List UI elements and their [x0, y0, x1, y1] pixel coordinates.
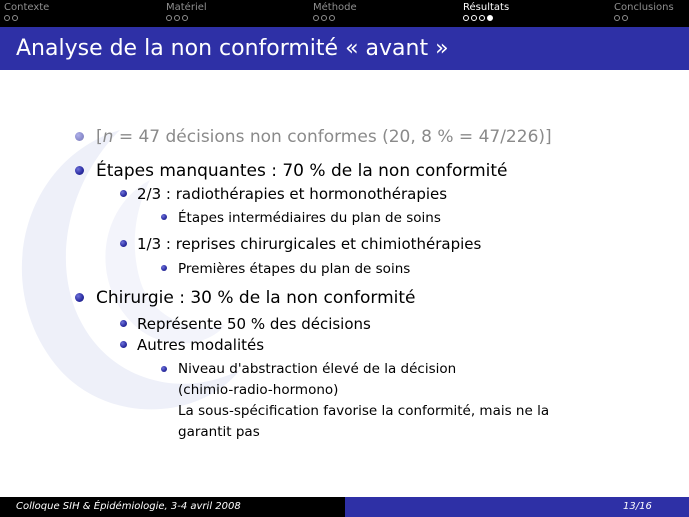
nav-section-label: Résultats: [463, 2, 510, 13]
list-item-missing-steps: Étapes manquantes : 70 % de la non conformité: [96, 161, 508, 181]
bullet-icon: [120, 320, 127, 327]
bullet-icon: [161, 366, 167, 372]
sample-text: = 47 décisions non conformes (20, 8 % = 47/226)]: [113, 127, 552, 147]
list-item-surgery: Chirurgie : 30 % de la non conformité: [96, 288, 416, 308]
nav-section-label: Méthode: [313, 2, 357, 13]
n-variable: n: [102, 127, 114, 147]
subsublist-item-intermediate: Étapes intermédiaires du plan de soins: [178, 210, 441, 226]
sublist-item-surgery-chemo: 1/3 : reprises chirurgicales et chimiothérapies: [137, 235, 482, 253]
subsublist-line-guarantee: garantit pas: [178, 424, 260, 440]
subsublist-line-subspecification: La sous-spécification favorise la conformité, mais ne la: [178, 403, 550, 419]
bullet-icon: [75, 293, 84, 302]
bullet-icon: [120, 341, 127, 348]
footer-right: [345, 497, 689, 517]
sublist-item-radio-hormono: 2/3 : radiothérapies et hormonothérapies: [137, 185, 448, 203]
sublist-item-other-modalities: Autres modalités: [137, 336, 265, 354]
bullet-icon: [120, 240, 127, 247]
bullet-icon: [75, 132, 84, 141]
list-item-sample: [96, 127, 552, 147]
nav-section-label: Contexte: [4, 2, 50, 13]
footer-left: [0, 497, 345, 517]
page-number: 13/16: [623, 501, 652, 512]
bullet-icon: [75, 166, 84, 175]
sublist-item-represents: Représente 50 % des décisions: [137, 315, 371, 333]
footer-conference: Colloque SIH & Épidémiologie, 3-4 avril 2008: [16, 501, 241, 512]
slide-title: Analyse de la non conformité « avant »: [16, 36, 449, 61]
bullet-icon: [161, 265, 167, 271]
bullet-icon: [161, 214, 167, 220]
nav-section-label: Conclusions: [614, 2, 674, 13]
subsublist-line-chimio: (chimio-radio-hormono): [178, 382, 339, 398]
subsublist-line-abstraction: Niveau d'abstraction élevé de la décision: [178, 361, 457, 377]
nav-section-label: Matériel: [166, 2, 207, 13]
subsublist-item-first-steps: Premières étapes du plan de soins: [178, 261, 411, 277]
bracket-open: [: [96, 127, 103, 147]
bullet-icon: [120, 190, 127, 197]
